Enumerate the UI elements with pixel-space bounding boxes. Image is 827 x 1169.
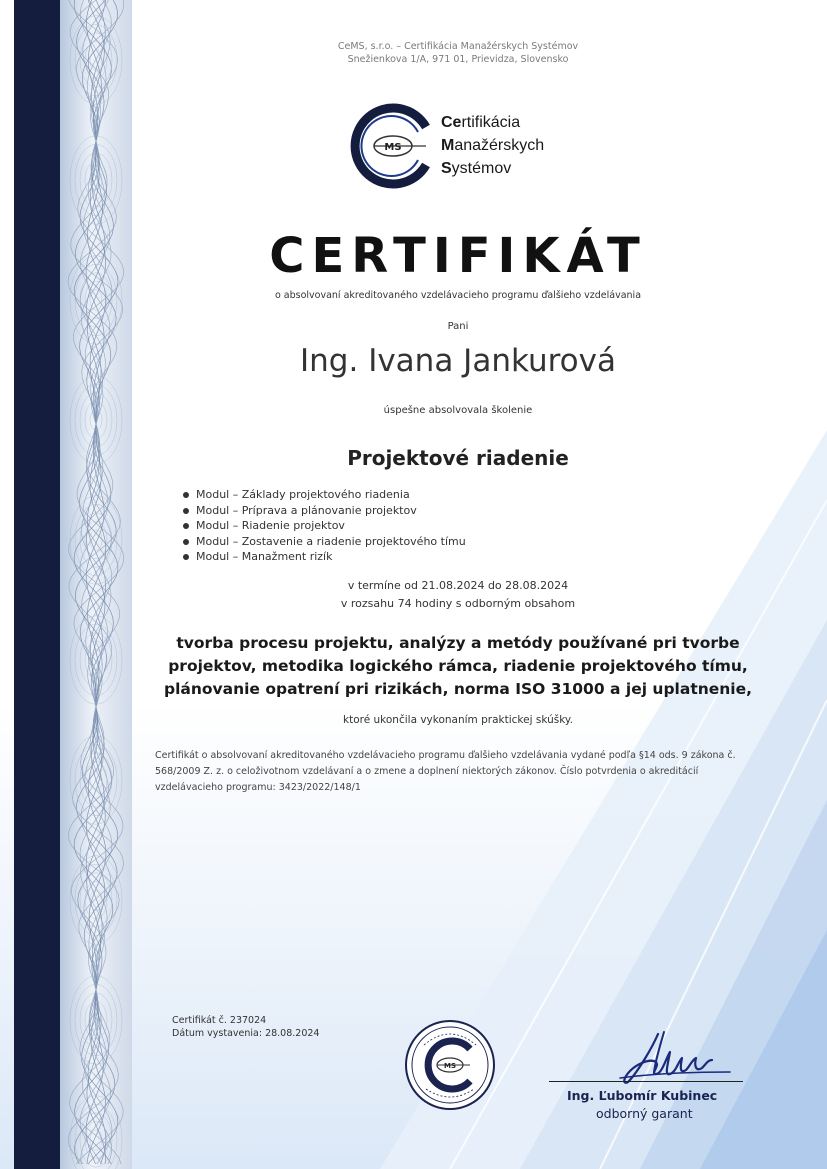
signature-line <box>549 1081 743 1082</box>
issuer-address: Snežienkova 1/A, 971 01, Prievidza, Slovensko <box>347 54 569 65</box>
list-item: Modul – Manažment rizík <box>180 549 466 565</box>
exam-statement: ktoré ukončila vykonaním praktickej skúšky. <box>343 714 573 726</box>
course-term <box>150 577 766 613</box>
emblem-text: MS <box>384 142 402 153</box>
logo-wordmark: Certifikácia Manažérskych Systémov <box>441 114 545 177</box>
certificate-title: CERTIFIKÁT <box>269 228 647 284</box>
recipient-name: Ing. Ivana Jankurová <box>300 343 616 379</box>
legal-statement: Certifikát o absolvovaní akreditovaného vzdelávacieho programu ďalšieho vzdelávania vydané podľa §14 ods. 9 zákona č. 568/2009 Z. z. o celoživotnom vzdelávaní a o zmene a doplnení niektorých zákonov. Číslo potvrdenia o akreditácií vzdelávacieho programu: 3423/2022/148/1 <box>155 750 736 793</box>
certificate-meta <box>172 1014 319 1040</box>
certificate-number: Certifikát č. 237024 <box>172 1015 267 1026</box>
course-content: tvorba procesu projektu, analýzy a metódy používané pri tvorbe projektov, metodika logického rámca, riadenie projektového tímu, plánovanie opatrení pri rizikách, norma ISO 31000 a jej uplatnenie, <box>163 634 753 698</box>
list-item: Modul – Zostavenie a riadenie projektového tímu <box>180 534 466 550</box>
completion-statement: úspešne absolvovala školenie <box>383 405 533 416</box>
certificate-subtitle: o absolvovaní akreditovaného vzdelávacieho programu ďalšieho vzdelávania <box>274 290 642 301</box>
list-item: Modul – Riadenie projektov <box>180 518 466 534</box>
list-item: Modul – Základy projektového riadenia <box>180 487 466 503</box>
cems-c-emblem-icon <box>350 103 436 189</box>
module-list <box>180 487 466 565</box>
round-stamp-icon <box>404 1019 496 1111</box>
term-dates: v termíne od 21.08.2024 do 28.08.2024 <box>347 579 569 592</box>
list-item: Modul – Príprava a plánovanie projektov <box>180 503 466 519</box>
signer-role: odborný garant <box>596 1106 693 1121</box>
issuer-name: CeMS, s.r.o. – Certifikácia Manažérskych Systémov <box>337 41 579 52</box>
signer-name: Ing. Ľubomír Kubinec <box>567 1088 718 1103</box>
cems-logo <box>350 103 590 189</box>
salutation: Pani <box>447 321 469 332</box>
issue-date: Dátum vystavenia: 28.08.2024 <box>172 1028 320 1039</box>
seal-text: MS <box>443 1062 457 1070</box>
term-scope: v rozsahu 74 hodiny s odborným obsahom <box>340 597 576 610</box>
handwritten-signature-icon <box>600 1028 740 1088</box>
course-name: Projektové riadenie <box>347 446 569 470</box>
